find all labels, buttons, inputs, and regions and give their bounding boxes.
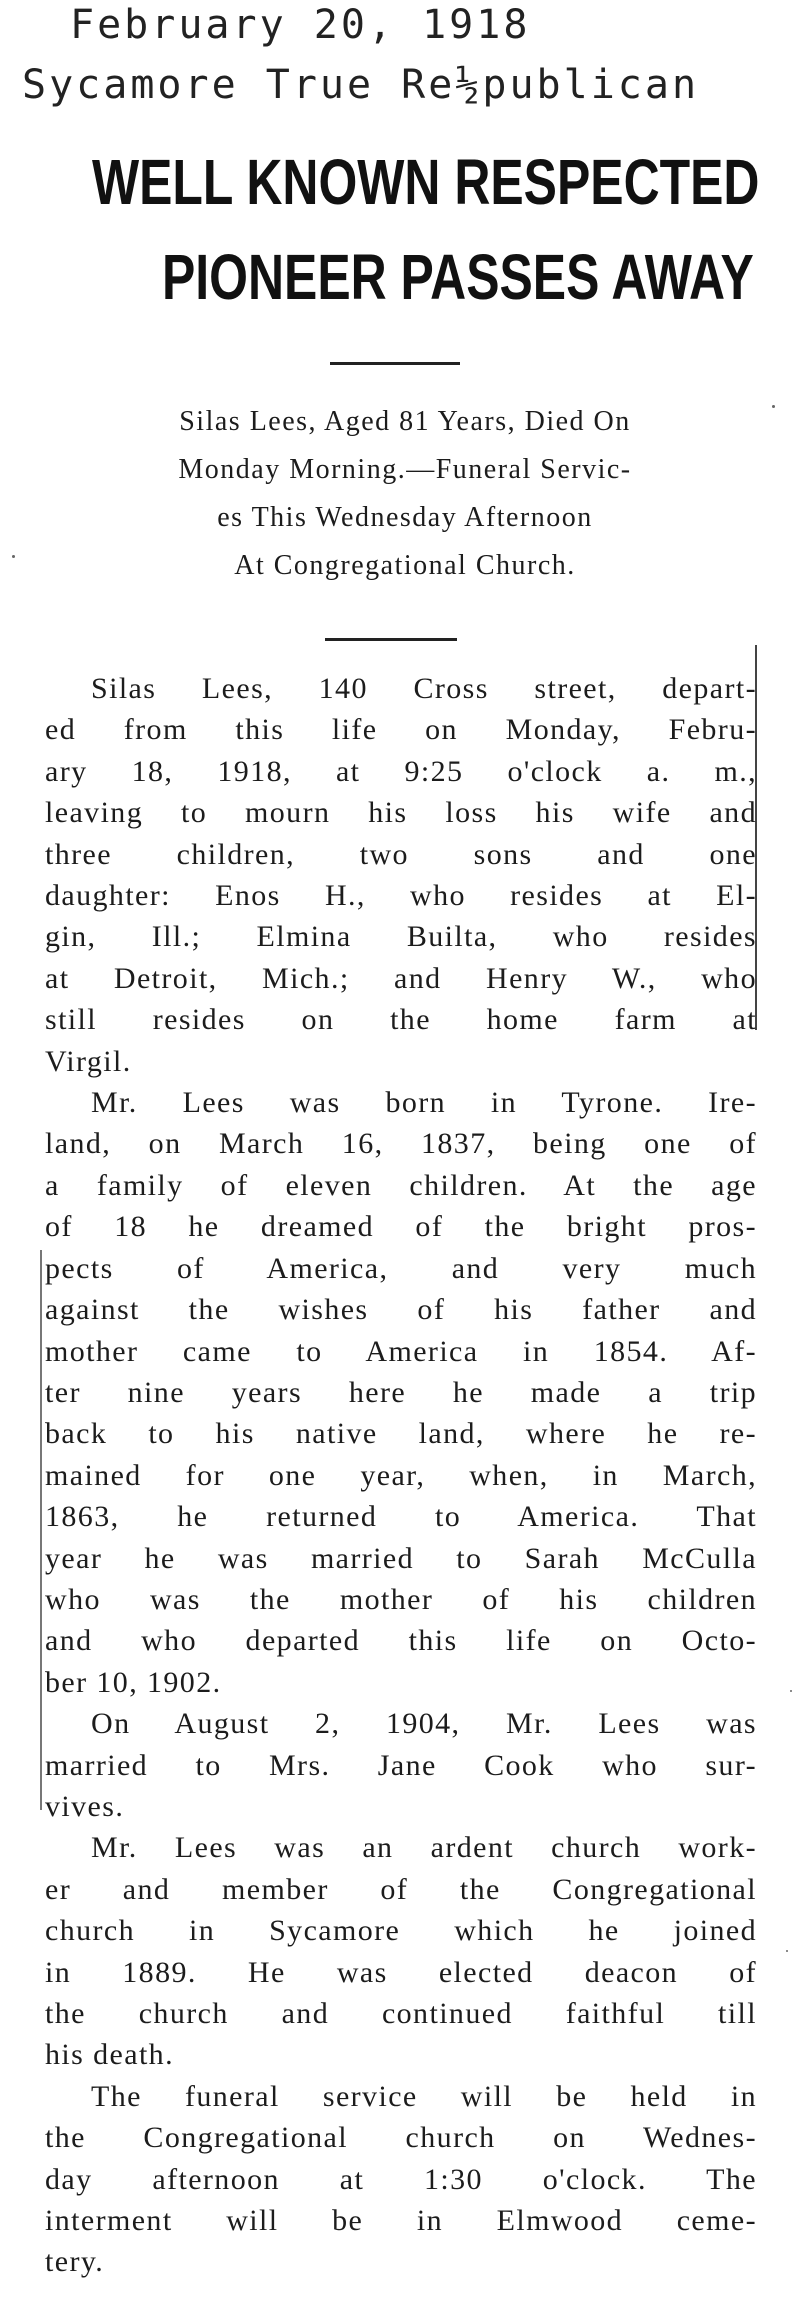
article-line: in 1889. He was elected deacon of	[45, 1955, 757, 1989]
article-line: ed from this life on Monday, Febru-	[45, 713, 757, 747]
article-line: back to his native land, where he re-	[45, 1417, 757, 1451]
scan-speck	[786, 1950, 788, 1952]
headline-divider	[330, 362, 460, 365]
article-line: vives.	[45, 1789, 125, 1823]
article-line: ary 18, 1918, at 9:25 o'clock a. m.,	[45, 754, 757, 788]
article-line: daughter: Enos H., who resides at El-	[45, 879, 757, 913]
headline-line-1: WELL KNOWN RESPECTED	[92, 146, 760, 218]
article-line: of 18 he dreamed of the bright pros-	[45, 1210, 757, 1244]
article-line: er and member of the Congregational	[45, 1872, 757, 1906]
article-line: mained for one year, when, in March,	[45, 1458, 757, 1492]
article-line: pects of America, and very much	[45, 1251, 757, 1285]
article-line: his death.	[45, 2038, 174, 2072]
article-body	[45, 668, 757, 2283]
article-line: against the wishes of his father and	[45, 1293, 757, 1327]
clipping-date: February 20, 1918	[70, 2, 531, 48]
article-line: who was the mother of his children	[45, 1582, 757, 1616]
subheadline-deck	[60, 398, 750, 590]
article-line: ber 10, 1902.	[45, 1665, 222, 1699]
article-paragraph-1	[45, 668, 757, 1082]
article-line: ter nine years here he made a trip	[45, 1375, 757, 1409]
article-line: still resides on the home farm at	[45, 1003, 757, 1037]
deck-line: es This Wednesday Afternoon	[217, 502, 593, 533]
deck-line: At Congregational Church.	[234, 550, 576, 581]
article-line: Virgil.	[45, 1044, 132, 1078]
article-line: Silas Lees, 140 Cross street, depart-	[91, 672, 757, 705]
deck-line: Silas Lees, Aged 81 Years, Died On	[179, 406, 631, 437]
deck-line: Monday Morning.—Funeral Servic-	[178, 454, 632, 485]
article-line: married to Mrs. Jane Cook who sur-	[45, 1748, 757, 1782]
clipping-source: Sycamore True Re½publican	[22, 62, 700, 108]
scan-speck	[12, 555, 15, 558]
article-line: day afternoon at 1:30 o'clock. The	[45, 2162, 757, 2196]
article-line: gin, Ill.; Elmina Builta, who resides	[45, 920, 757, 954]
article-line: On August 2, 1904, Mr. Lees was	[91, 1707, 757, 1741]
article-line: the Congregational church on Wednes-	[45, 2121, 757, 2155]
article-line: land, on March 16, 1837, being one of	[45, 1127, 757, 1161]
article-paragraph-4	[45, 1827, 757, 2075]
article-paragraph-2	[45, 1082, 757, 1703]
article-paragraph-3	[45, 1703, 757, 1827]
article-line: 1863, he returned to America. That	[45, 1500, 757, 1534]
article-paragraph-5	[45, 2076, 757, 2283]
article-line: three children, two sons and one	[45, 837, 757, 871]
article-line: and who departed this life on Octo-	[45, 1624, 757, 1658]
headline-line-2: PIONEER PASSES AWAY	[162, 241, 754, 313]
article-line: church in Sycamore which he joined	[45, 1914, 757, 1948]
article-line: interment will be in Elmwood ceme-	[45, 2204, 757, 2238]
article-line: Mr. Lees was an ardent church work-	[91, 1831, 757, 1865]
column-rule-left	[40, 1250, 42, 1810]
article-line: year he was married to Sarah McCulla	[45, 1541, 757, 1575]
article-line: Mr. Lees was born in Tyrone. Ire-	[91, 1086, 757, 1120]
article-line: leaving to mourn his loss his wife and	[45, 796, 757, 830]
article-line: a family of eleven children. At the age	[45, 1168, 757, 1202]
article-line: the church and continued faithful till	[45, 1997, 757, 2030]
article-line: tery.	[45, 2245, 105, 2279]
article-line: at Detroit, Mich.; and Henry W., who	[45, 961, 757, 995]
deck-divider	[325, 638, 457, 641]
scan-speck	[790, 1690, 792, 1692]
scan-speck	[772, 405, 775, 408]
article-line: The funeral service will be held in	[91, 2079, 757, 2113]
article-line: mother came to America in 1854. Af-	[45, 1334, 757, 1368]
